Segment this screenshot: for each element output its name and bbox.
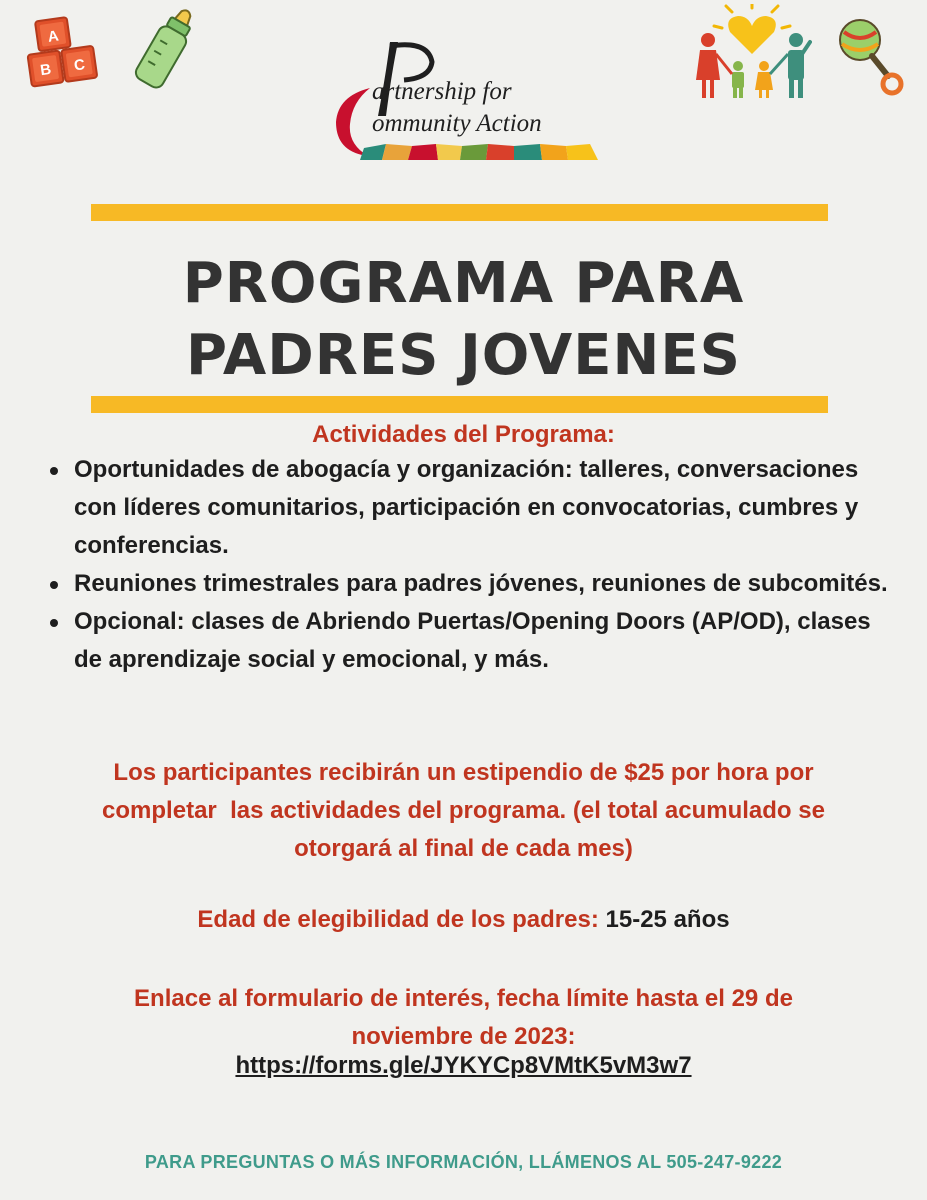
interest-line2: noviembre de 2023: — [351, 1023, 576, 1050]
activities-heading: Actividades del Programa: — [312, 421, 615, 448]
list-item: Opcional: clases de Abriendo Puertas/Opening Doors (AP/OD), clases de aprendizaje social y emocional, y más. — [48, 603, 888, 679]
top-accent-bar — [91, 204, 828, 221]
block-letter-b: B — [39, 60, 53, 80]
stipend-line3: otorgará al final de cada mes) — [294, 835, 633, 862]
stipend-line2: completar las actividades del programa. (el total acumulado se — [102, 797, 825, 824]
eligibility-label: Edad de elegibilidad de los padres: — [197, 906, 599, 933]
interest-line1: Enlace al formulario de interés, fecha límite hasta el 29 de — [134, 985, 793, 1012]
activities-list — [48, 451, 888, 679]
bottom-accent-bar — [91, 396, 828, 413]
logo-text-line2: ommunity Action — [372, 110, 542, 137]
eligibility-line — [40, 901, 887, 939]
contact-info: PARA PREGUNTAS O MÁS INFORMACIÓN, LLÁMENOS AL 505-247-9222 — [144, 1152, 783, 1172]
title-line1: PROGRAMA PARA — [182, 251, 745, 316]
abc-blocks-icon — [22, 12, 104, 100]
baby-rattle-icon — [836, 14, 906, 98]
family-heart-icon — [692, 4, 812, 102]
page-title — [0, 248, 927, 392]
interest-form-link[interactable]: https://forms.gle/JYKYCp8VMtK5vM3w7 — [235, 1052, 692, 1079]
title-line2: PADRES JOVENES — [186, 323, 741, 388]
baby-bottle-icon — [130, 4, 200, 96]
list-item: Reuniones trimestrales para padres jóvenes, reuniones de subcomités. — [48, 565, 888, 603]
stipend-paragraph — [40, 754, 887, 868]
list-item: Oportunidades de abogacía y organización: talleres, conversaciones con líderes comunitarios, participación en convocatorias, cumbres y conferencias. — [48, 451, 888, 565]
pca-logo — [328, 40, 608, 164]
interest-paragraph — [40, 980, 887, 1056]
block-letter-c: C — [72, 56, 87, 75]
eligibility-value: 15-25 años — [605, 906, 730, 933]
stipend-line1: Los participantes recibirán un estipendio de $25 por hora por — [113, 759, 814, 786]
logo-text-line1: artnership for — [372, 78, 512, 105]
block-letter-a: A — [46, 27, 60, 46]
